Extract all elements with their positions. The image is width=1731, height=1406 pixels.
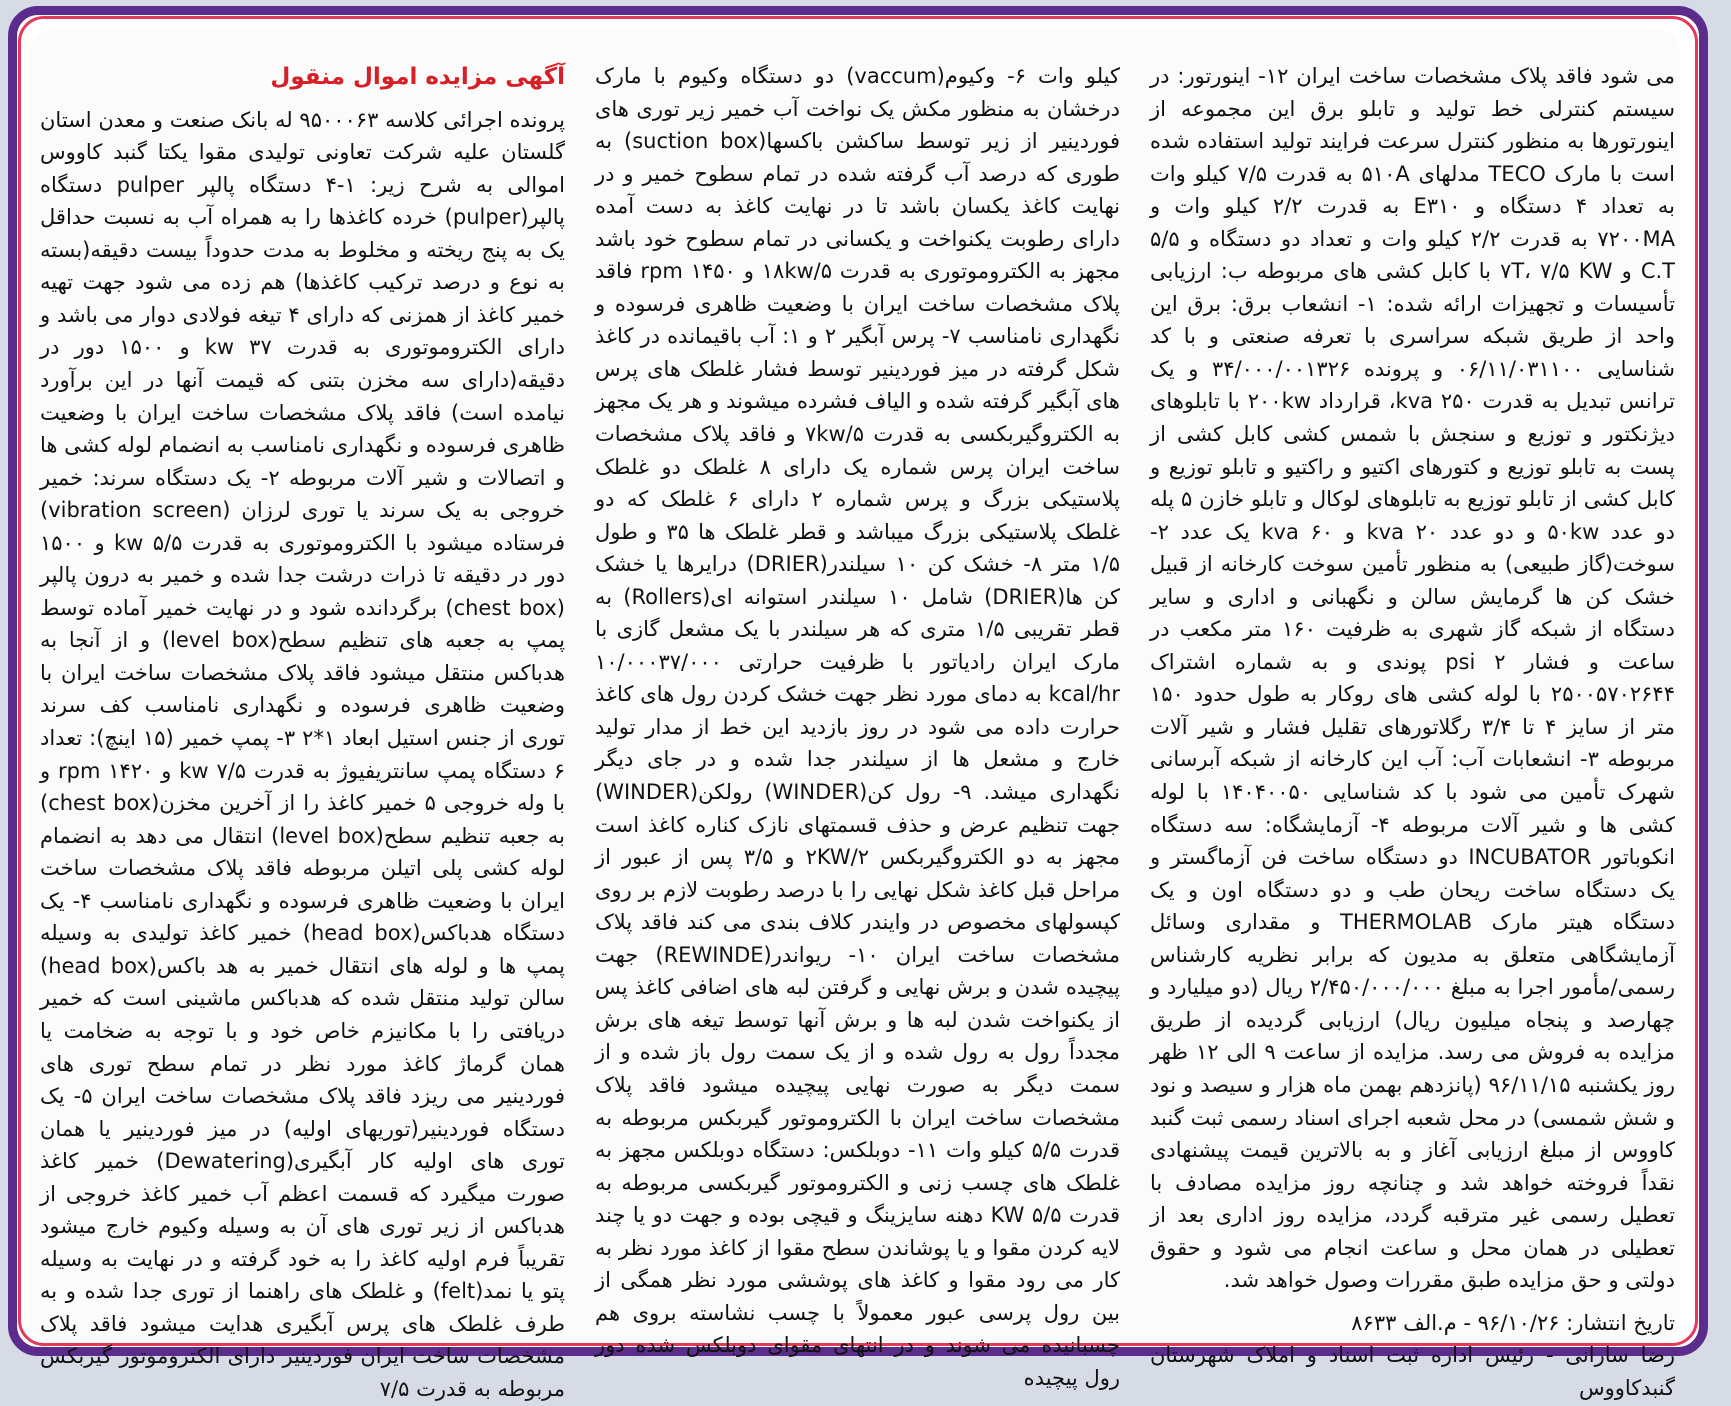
column-2 bbox=[595, 60, 1121, 1390]
publish-date: تاریخ انتشار: ۹۶/۱۰/۲۶ - م.الف ۸۶۳۳ bbox=[1351, 1310, 1675, 1335]
column-1-text: پرونده اجرائی کلاسه ۹۵۰۰۰۶۳ له بانک صنعت و معدن استان گلستان علیه شرکت تعاونی تولیدی مقوا یکتا گنبد کاووس اموالی به شرح زیر: ۱-۴ دستگاه پالپر pulper دستگاه پالپر(pulper) خرده کاغذها را به همراه آب به نسبت حداقل یک به پنج ریخته و مخلوط به مدت حدوداً بیست دقیقه(بسته به نوع و درصد ترکیب کاغذها) هم زده می شود جهت تهیه خمیر کاغذ از همزنی که دارای ۴ تیغه فولادی دوار می باشد و دارای الکتروموتوری به قدرت ۳۷ kw و ۱۵۰۰ دور در دقیقه(دارای سه مخزن بتنی که قیمت آنها در این برآورد نیامده است) فاقد پلاک مشخصات ساخت ایران با وضعیت ظاهری فرسوده و نگهداری نامناسب به انضمام لوله کشی ها و اتصالات و شیر آلات مربوطه ۲- یک دستگاه سرند: خمیر خروجی به یک سرند یا توری لرزان (vibration screen) فرستاده میشود با الکتروموتوری به قدرت ۵/۵ kw و ۱۵۰۰ دور در دقیقه تا ذرات درشت جدا شده و خمیر به درون پالپر (chest box) برگردانده شود و در نهایت خمیر آماده توسط پمپ به جعبه های تنظیم سطح(level box) و از آنجا به هدباکس منتقل میشود فاقد پلاک مشخصات ساخت ایران با وضعیت ظاهری فرسوده و نگهداری نامناسب کف سرند توری از جنس استیل ابعاد ۱*۲ ۳- پمپ خمیر (۱۵ اینچ): تعداد ۶ دستگاه پمپ سانتریفیوژ به قدرت ۷/۵ kw و ۱۴۲۰ rpm و با وله خروجی ۵ خمیر کاغذ را از آخرین مخزن(chest box) به جعبه تنظیم سطح(level box) انتقال می دهد به انضمام لوله کشی پلی اتیلن مربوطه فاقد پلاک مشخصات ساخت ایران با وضعیت ظاهری فرسوده و نگهداری نامناسب ۴- یک دستگاه هدباکس(head box) خمیر کاغذ تولیدی به وسیله پمپ ها و لوله های انتقال خمیر به هد باکس(head box) سالن تولید منتقل شده که هدباکس ماشینی است که خمیر دریافتی را با مکانیزم خاص خود و با توجه به ضخامت یا همان گرماژ کاغذ مورد نظر در تمام سطح توری های فوردینیر می ریزد فاقد پلاک مشخصات ساخت ایران ۵- یک دستگاه فوردینیر(توریهای اولیه) در میز فوردینیر یا همان توری های اولیه کار آبگیری(Dewatering) خمیر کاغذ صورت میگیرد که قسمت اعظم آب خمیر کاغذ خروجی از هدباکس از زیر توری های آن به وسیله وکیوم خارج میشود تقریباً فرم اولیه کاغذ را به خود گرفته و در نهایت به وسیله پتو یا نمد(felt) و غلطک های راهنما از توری جدا شده و به طرف غلطک های پرس آبگیری هدایت میشود فاقد پلاک مشخصات ساخت ایران فوردینیر دارای الکتروموتور گیربکس مربوطه به قدرت ۷/۵ bbox=[40, 107, 566, 1401]
notice-title: آگهی مزایده اموال منقول bbox=[270, 64, 565, 90]
column-3 bbox=[1150, 60, 1676, 1400]
column-1 bbox=[40, 60, 566, 1401]
notice-columns bbox=[40, 60, 1676, 1401]
column-2-text: کیلو وات ۶- وکیوم(vaccum) دو دستگاه وکیوم با مارک درخشان به منظور مکش یک نواخت آب خمیر زیر توری های فوردینیر از زیر توسط ساکشن باکسها(suction box) به طوری که درصد آب گرفته شده در تمام سطوح خمیر و در نهایت کاغذ یکسان باشد تا در نهایت کاغذ به دست آمده دارای رطوبت یکنواخت و یکسانی در تمام سطوح خود باشد مجهز به الکتروموتوری به قدرت ۱۸kw/۵ و ۱۴۵۰ rpm فاقد پلاک مشخصات ساخت ایران با وضعیت ظاهری فرسوده و نگهداری نامناسب ۷- پرس آبگیر ۲ و ۱: آب باقیمانده در کاغذ شکل گرفته در میز فوردینیر توسط فشار غلطک های پرس های آبگیر گرفته شده و الیاف فشرده میشوند و هر یک مجهز به الکتروگیربکسی به قدرت ۷kw/۵ و فاقد پلاک مشخصات ساخت ایران پرس شماره یک دارای ۸ غلطک دو غلطک پلاستیکی بزرگ و پرس شماره ۲ دارای ۶ غلطک که دو غلطک پلاستیکی بزرگ میباشد و قطر غلطک ها ۳۵ و طول ۱/۵ متر ۸- خشک کن ۱۰ سیلندر(DRIER) درایرها یا خشک کن ها(DRIER) شامل ۱۰ سیلندر استوانه ای(Rollers) به قطر تقریبی ۱/۵ متری که هر سیلندر با یک مشعل گازی با مارک ایران رادیاتور با ظرفیت حرارتی ۱۰/۰۰۰۳۷/۰۰۰ kcal/hr به دمای مورد نظر جهت خشک کردن رول های کاغذ حرارت داده می شود در روز بازدید این خط از مدار تولید خارج و مشعل ها از سیلندر جدا شده و در جای دیگر نگهداری میشد. ۹- رول کن(WINDER) رولکن(WINDER) جهت تنظیم عرض و حذف قسمتهای نازک کناره کاغذ است مجهز به دو الکتروگیربکس ۲KW/۲ و ۳/۵ پس از عبور از مراحل قبل کاغذ شکل نهایی را با درصد رطوبت لازم بر روی کپسولهای مخصوص در وایندر کلاف بندی می کند فاقد پلاک مشخصات ساخت ایران ۱۰- ریواندر(REWINDE) جهت پیچیده شدن و برش نهایی و گرفتن لبه های اضافی کاغذ پس از یکنواخت شدن لبه ها و برش آنها توسط تیغه های برش مجدداً رول به رول شده و از یک سمت رول باز شده و از سمت دیگر به صورت نهایی پیچیده میشود فاقد پلاک مشخصات ساخت ایران با الکتروموتور گیربکس مربوطه به قدرت ۵/۵ کیلو وات ۱۱- دوبلکس: دستگاه دوبلکس مجهز به غلطک های چسب زنی و الکتروموتور گیربکسی مربوطه به قدرت ۵/۵ KW دهنه سایزینگ و قیچی بوده و جهت دو یا چند لایه کردن مقوا و یا پوشاندن سطح مقوا از کاغذ مورد نظر به کار می رود مقوا و کاغذ های پوششی مورد نظر همگی از بین رول پرسی عبور معمولاً با چسب نشاسته بروی هم چسبانیده می شوند و در انتهای مقوای دوبلکس شده دور رول پیچیده bbox=[595, 64, 1121, 1390]
column-3-text: می شود فاقد پلاک مشخصات ساخت ایران ۱۲- اینورتور: در سیستم کنترلی خط تولید و تابلو برق این مجموعه از اینورتورها به منظور کنترل سرعت فرایند تولید استفاده شده است با مارک TECO مدلهای ۵۱۰A به قدرت ۷/۵ کیلو وات به تعداد ۴ دستگاه و E۳۱۰ به قدرت ۲/۲ کیلو وات و ۷۲۰۰MA به قدرت ۲/۲ کیلو وات و تعداد دو دستگاه و ۵/۵ C.T و ۷T، ۷/۵ KW با کابل کشی های مربوطه ب: ارزیابی تأسیسات و تجهیزات ارائه شده: ۱- انشعاب برق: برق این واحد از طریق شبکه سراسری با تعرفه صنعتی و با کد شناسایی ۰۶/۱۱/۰۳۱۱۰۰ و پرونده ۳۴/۰۰۰/۰۰۱۳۲۶ و یک ترانس تبدیل به قدرت ۲۵۰ kva، قرارداد ۲۰۰kw با تابلوهای دیژنکتور و توزیع و سنجش با شمس کشی کابل کشی از پست به تابلو توزیع و کتورهای اکتیو و راکتیو و تابلو توزیع و کابل کشی از تابلو توزیع به تابلوهای لوکال و تابلو خازن ۵ پله دو عدد ۵۰kw و دو عدد ۲۰ kva و ۶۰ kva یک عدد ۲- سوخت(گاز طبیعی) به منظور تأمین سوخت کارخانه از قبیل خشک کن ها گرمایش سالن و نگهبانی و اداری و سایر دستگاه از شبکه گاز شهری به ظرفیت ۱۶۰ متر مکعب در ساعت و فشار ۲ psi پوندی و به شماره اشتراک ۲۵۰۰۵۷۰۲۶۴۴ با لوله کشی های روکار به طول حدود ۱۵۰ متر از سایز ۴ تا ۳/۴ رگلاتورهای تقلیل فشار و شیر آلات مربوطه ۳- انشعابات آب: آب این کارخانه از شبکه آبرسانی شهرک تأمین می شود با کد شناسایی ۱۴۰۴۰۰۵۰ با لوله کشی ها و شیر آلات مربوطه ۴- آزمایشگاه: سه دستگاه انکوباتور INCUBATOR دو دستگاه ساخت فن آزماگستر و یک دستگاه ساخت ریحان طب و دو دستگاه اون و یک دستگاه هیتر مارک THERMOLAB و مقداری وسائل آزمایشگاهی متعلق به مدیون که برابر نظریه کارشناس رسمی/مأمور اجرا به مبلغ ۲/۴۵۰/۰۰۰/۰۰۰ ریال (دو میلیارد و چهارصد و پنجاه میلیون ریال) ارزیابی گردیده از طریق مزایده به فروش می رسد. مزایده از ساعت ۹ الی ۱۲ ظهر روز یکشنبه ۹۶/۱۱/۱۵ (پانزدهم بهمن ماه هزار و سیصد و نود و شش شمسی) در محل شعبه اجرای اسناد رسمی ثبت گنبد کاووس از مبلغ ارزیابی آغاز و به بالاترین قیمت پیشنهادی نقداً فروخته خواهد شد و چنانچه روز مزایده مصادف با تعطیل رسمی غیر مترقبه گردد، مزایده روز اداری بعد از تعطیلی در همان محل و ساعت انجام می شود و حقوق دولتی و حق مزایده طبق مقررات وصول خواهد شد. bbox=[1150, 64, 1676, 1293]
signature-line: رضا سارانی - رئیس اداره ثبت اسناد و املاک شهرستان گنبدکاووس bbox=[1150, 1343, 1675, 1400]
